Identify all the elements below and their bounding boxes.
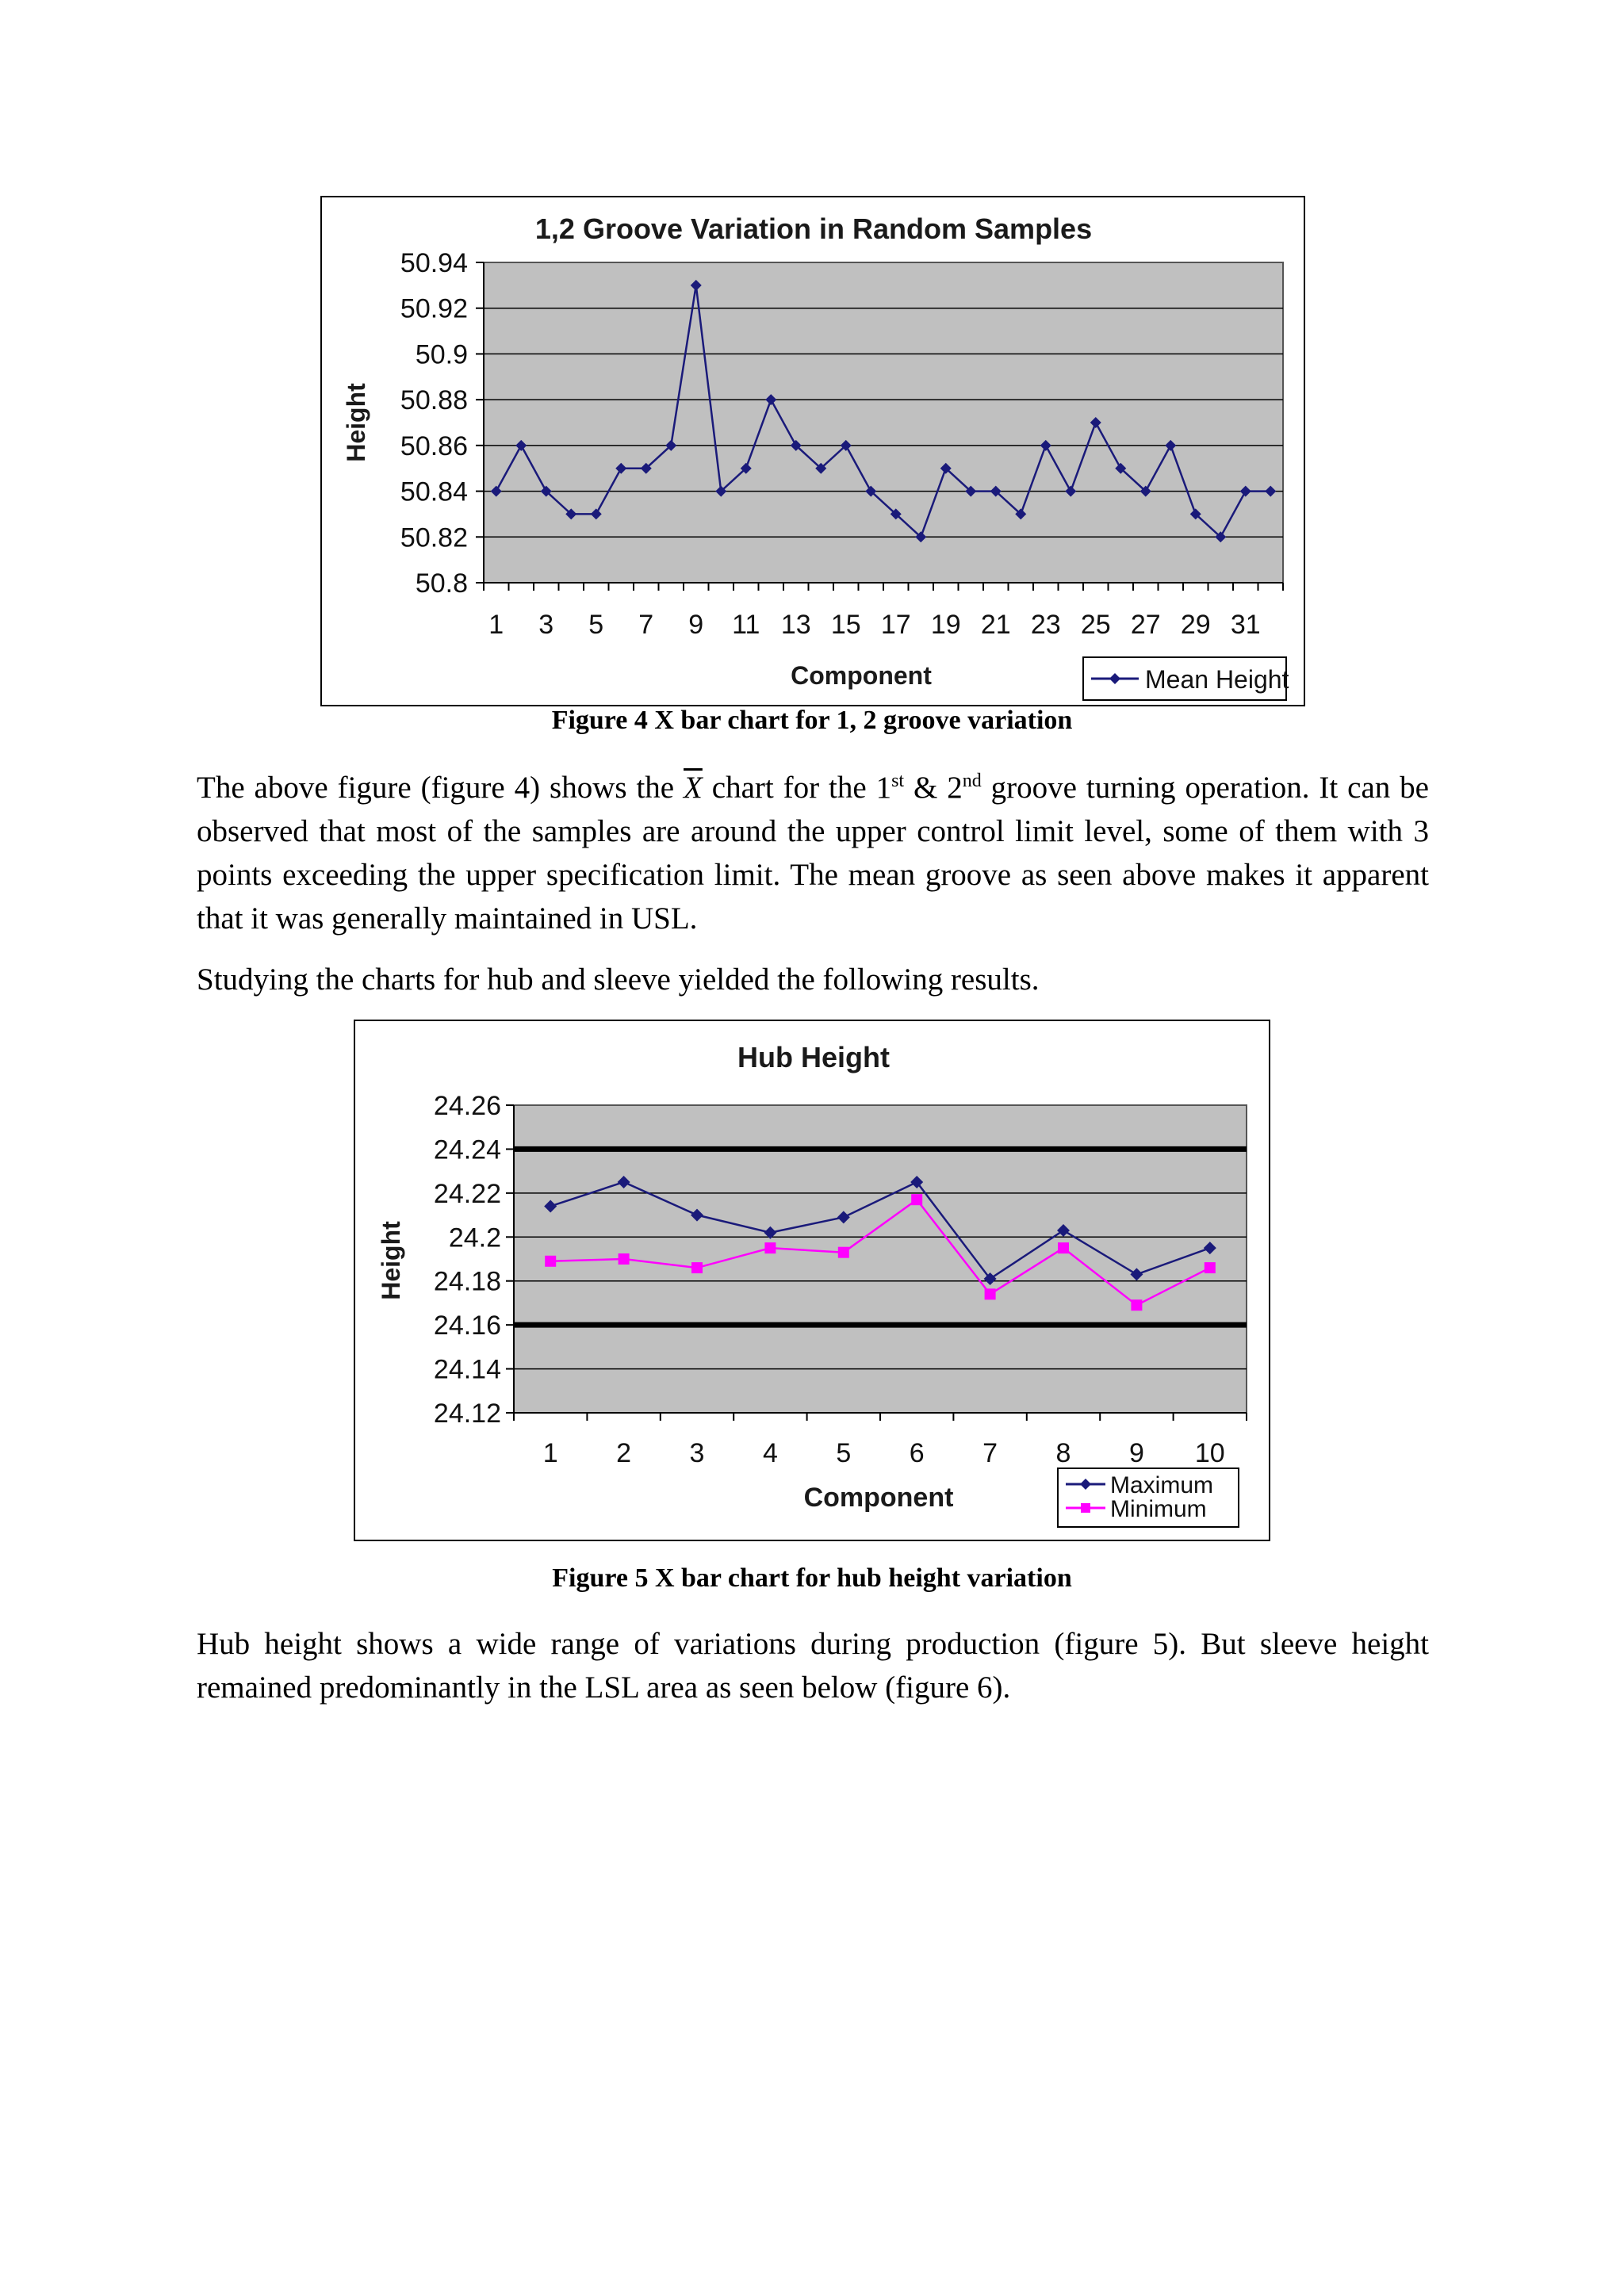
legend — [1083, 657, 1289, 700]
x-tick-label: 29 — [1180, 610, 1211, 640]
y-tick-label: 24.14 — [433, 1354, 501, 1385]
figure-4-caption: Figure 4 X bar chart for 1, 2 groove variation — [551, 706, 1073, 735]
y-tick-label: 24.24 — [433, 1135, 501, 1165]
plot-area — [484, 262, 1283, 583]
x-tick-label: 4 — [762, 1438, 778, 1468]
legend-label-minimum: Minimum — [1110, 1496, 1207, 1522]
legend-label-mean-height: Mean Height — [1145, 665, 1289, 694]
x-tick-label: 7 — [982, 1438, 998, 1468]
figure-5-svg — [355, 1021, 1269, 1540]
y-tick-label: 50.84 — [400, 476, 468, 507]
x-tick-label: 13 — [780, 610, 811, 640]
paragraph-1-text-a: The above figure (figure 4) shows the — [197, 771, 684, 805]
sup-nd: nd — [962, 771, 982, 791]
x-tick-label: 9 — [1128, 1438, 1144, 1468]
x-tick-label: 7 — [638, 610, 654, 640]
data-point-minimum — [764, 1242, 776, 1253]
x-axis-label: Component — [791, 661, 932, 690]
legend-marker-minimum — [1081, 1503, 1090, 1513]
x-tick-label: 15 — [830, 610, 861, 640]
y-tick-label: 50.92 — [400, 293, 468, 324]
x-tick-label: 3 — [538, 610, 554, 640]
paragraph-1-text-d: groove turning operation. It can be observed that most of the samples are around the upper control limit level, some of them with 3 points exceeding the upper specification limit. The mean groove as seen above makes it apparent that it was generally maintained in USL. — [197, 771, 1429, 936]
x-tick-label: 9 — [688, 610, 704, 640]
x-tick-label: 5 — [836, 1438, 852, 1468]
paragraph-3: Hub height shows a wide range of variations during production (figure 5). But sleeve height remained predominantly in the LSL area as seen below (figure 6). — [197, 1627, 1429, 1705]
x-tick-label: 5 — [588, 610, 604, 640]
x-tick-label: 10 — [1194, 1438, 1225, 1468]
y-tick-label: 50.88 — [400, 385, 468, 416]
y-tick-label: 24.16 — [433, 1311, 501, 1341]
x-tick-label: 23 — [1030, 610, 1061, 640]
figure-5-caption: Figure 5 X bar chart for hub height variation — [552, 1563, 1072, 1593]
y-tick-label: 24.26 — [433, 1091, 501, 1121]
figure-4-chart — [320, 196, 1305, 706]
paragraph-2: Studying the charts for hub and sleeve yielded the following results. — [197, 962, 1040, 997]
y-axis-label: Height — [342, 383, 370, 462]
x-tick-label: 2 — [616, 1438, 632, 1468]
x-tick-label: 19 — [930, 610, 961, 640]
x-axis-label: Component — [803, 1483, 954, 1513]
data-point-minimum — [691, 1262, 703, 1273]
sup-st: st — [891, 771, 905, 791]
y-tick-label: 24.12 — [433, 1399, 501, 1429]
x-tick-label: 17 — [880, 610, 911, 640]
x-tick-label: 11 — [732, 610, 760, 640]
y-tick-label: 50.82 — [400, 522, 468, 553]
legend-label-maximum: Maximum — [1110, 1472, 1214, 1498]
legend — [1058, 1468, 1239, 1527]
chart-title: Hub Height — [737, 1041, 890, 1073]
y-tick-label: 24.22 — [433, 1178, 501, 1209]
paragraph-1-text-b: chart for the 1 — [702, 771, 892, 805]
x-tick-label: 8 — [1055, 1438, 1071, 1468]
x-tick-label: 25 — [1080, 610, 1111, 640]
y-tick-label: 50.86 — [400, 430, 468, 461]
figure-4-svg — [322, 197, 1304, 705]
x-tick-label: 1 — [488, 610, 504, 640]
data-point-minimum — [1205, 1262, 1216, 1273]
y-tick-label: 50.8 — [415, 568, 468, 599]
xbar-symbol: $\overline{X}$ — [684, 771, 703, 805]
x-tick-label: 3 — [689, 1438, 705, 1468]
y-axis-label: Height — [377, 1221, 405, 1300]
x-tick-label: 27 — [1130, 610, 1161, 640]
data-point-minimum — [1058, 1242, 1069, 1253]
data-point-minimum — [545, 1256, 556, 1267]
y-tick-label: 24.2 — [448, 1223, 501, 1253]
data-point-minimum — [619, 1253, 630, 1265]
y-tick-label: 50.94 — [400, 248, 468, 278]
data-point-minimum — [911, 1194, 922, 1205]
data-point-minimum — [1131, 1299, 1142, 1311]
y-tick-label: 50.9 — [415, 339, 468, 370]
y-tick-label: 24.18 — [433, 1266, 501, 1297]
paragraph-1 — [197, 766, 1429, 940]
data-point-minimum — [838, 1247, 849, 1258]
figure-5-chart — [354, 1020, 1270, 1541]
x-tick-label: 6 — [909, 1438, 925, 1468]
x-tick-label: 1 — [542, 1438, 558, 1468]
paragraph-1-text-c: & 2 — [904, 771, 963, 805]
chart-title: 1,2 Groove Variation in Random Samples — [534, 212, 1093, 245]
x-tick-label: 31 — [1230, 610, 1261, 640]
data-point-minimum — [985, 1288, 996, 1299]
x-tick-label: 21 — [980, 610, 1011, 640]
